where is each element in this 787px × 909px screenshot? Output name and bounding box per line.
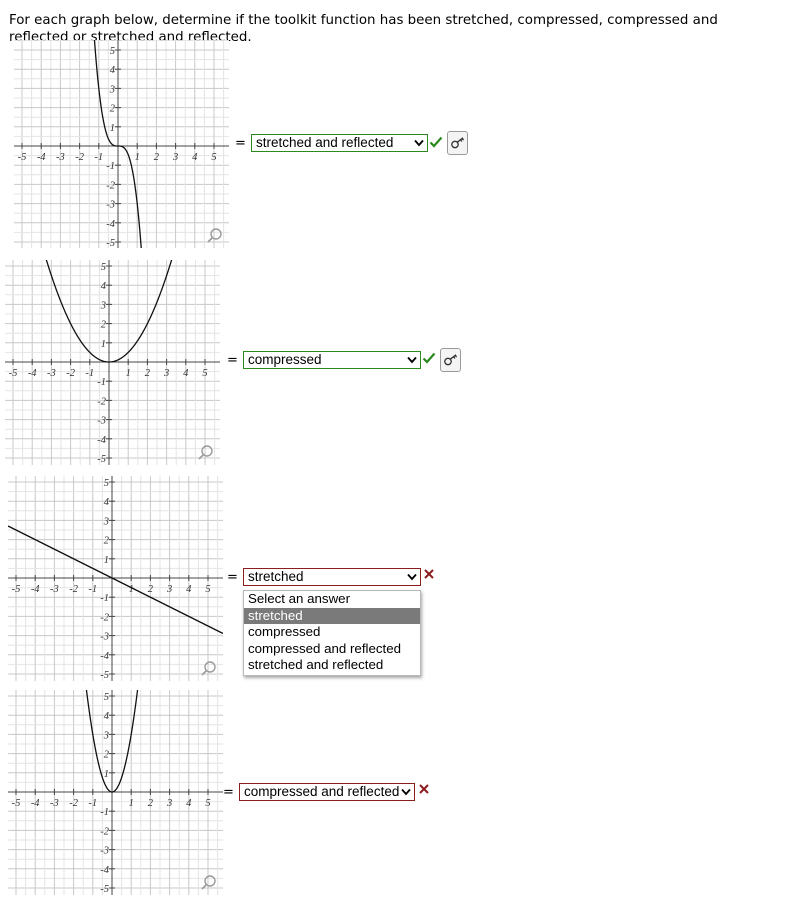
- y-tick-label: 5: [109, 46, 115, 57]
- y-tick-label: -3: [100, 631, 109, 643]
- graph-1-canvas: [14, 40, 229, 248]
- x-tick-label: 1: [128, 584, 134, 595]
- graph-1: [14, 40, 229, 248]
- checkmark-icon: [429, 136, 443, 148]
- graph-2: [5, 260, 220, 465]
- answer-select-4-value: compressed and reflected: [244, 784, 400, 799]
- y-tick-label: 3: [103, 730, 109, 742]
- x-tick-label: 5: [211, 152, 217, 163]
- graph-4-canvas: [8, 690, 223, 895]
- x-tick-label: -2: [69, 798, 78, 809]
- y-tick-label: 2: [103, 749, 109, 761]
- y-tick-label: 2: [109, 103, 115, 115]
- y-tick-label: -5: [100, 670, 109, 681]
- x-tick-label: -5: [11, 584, 21, 595]
- equals-sign: =: [227, 353, 238, 368]
- graph-2-canvas: [5, 260, 220, 465]
- y-tick-label: 4: [109, 65, 115, 77]
- x-tick-label: 1: [134, 152, 140, 163]
- x-tick-label: 5: [202, 368, 208, 379]
- x-tick-label: 1: [125, 368, 131, 379]
- y-tick-label: -2: [100, 612, 109, 624]
- x-tick-label: -2: [69, 584, 78, 595]
- y-tick-label: 4: [100, 281, 106, 293]
- chevron-down-icon: [401, 788, 411, 796]
- x-tick-label: -5: [11, 798, 21, 809]
- y-tick-label: -3: [106, 199, 115, 211]
- y-tick-label: 5: [103, 692, 109, 703]
- x-tick-label: 1: [128, 798, 134, 809]
- y-tick-label: -4: [100, 864, 109, 876]
- y-tick-label: 3: [100, 300, 106, 312]
- x-mark-icon: [423, 568, 435, 580]
- y-tick-label: -1: [106, 161, 115, 173]
- y-tick-label: 3: [109, 84, 115, 96]
- x-tick-label: 3: [166, 798, 173, 809]
- answer-select-2[interactable]: [243, 351, 421, 369]
- dropdown-option[interactable]: stretched and reflected: [248, 657, 384, 673]
- y-tick-label: -3: [97, 415, 106, 427]
- y-tick-label: 1: [103, 768, 109, 780]
- x-tick-label: -1: [85, 368, 95, 379]
- answer-select-3-value: stretched: [248, 569, 304, 584]
- y-tick-label: -4: [97, 434, 106, 446]
- x-tick-label: -4: [30, 798, 40, 809]
- y-tick-label: 5: [100, 262, 106, 273]
- y-tick-label: 1: [100, 338, 106, 350]
- x-tick-label: -2: [75, 152, 84, 163]
- x-tick-label: 4: [183, 368, 189, 379]
- y-tick-label: -4: [100, 650, 109, 662]
- chevron-down-icon: [407, 356, 417, 364]
- x-tick-label: 3: [172, 152, 179, 163]
- y-tick-label: -5: [97, 454, 106, 465]
- y-tick-label: 2: [103, 535, 109, 547]
- equals-sign: =: [223, 785, 234, 800]
- show-answer-key-button-2[interactable]: [440, 348, 461, 372]
- dropdown-option[interactable]: compressed and reflected: [248, 640, 401, 656]
- graph-3-canvas: [8, 476, 223, 681]
- chevron-down-icon: [414, 139, 424, 147]
- answer-select-4[interactable]: [239, 783, 415, 801]
- function-curve: [8, 526, 223, 634]
- answer-select-1[interactable]: [251, 134, 428, 152]
- x-tick-label: -5: [8, 368, 18, 379]
- checkmark-icon: [422, 352, 436, 364]
- x-tick-label: -3: [50, 798, 59, 809]
- x-tick-label: -1: [94, 152, 104, 163]
- y-tick-label: -5: [100, 884, 109, 895]
- y-tick-label: 5: [103, 478, 109, 489]
- x-mark-icon: [418, 783, 430, 795]
- x-tick-label: -5: [17, 152, 27, 163]
- x-tick-label: -4: [36, 152, 46, 163]
- x-tick-label: -2: [66, 368, 75, 379]
- y-tick-label: 1: [109, 122, 115, 134]
- answer-select-3[interactable]: [243, 568, 421, 586]
- x-tick-label: 4: [192, 152, 198, 163]
- y-tick-label: -2: [106, 180, 115, 192]
- x-tick-label: -1: [88, 584, 98, 595]
- y-tick-label: 4: [103, 497, 109, 509]
- y-tick-label: 4: [103, 711, 109, 723]
- x-tick-label: -4: [30, 584, 40, 595]
- x-tick-label: 3: [163, 368, 170, 379]
- y-tick-label: -1: [100, 807, 109, 819]
- x-tick-label: 2: [153, 152, 160, 163]
- x-tick-label: 4: [186, 798, 192, 809]
- graph-3: [8, 476, 223, 681]
- y-tick-label: 2: [100, 319, 106, 331]
- chevron-down-icon: [407, 573, 417, 581]
- y-tick-label: -1: [97, 377, 106, 389]
- dropdown-option[interactable]: Select an answer: [248, 591, 350, 606]
- x-tick-label: 2: [147, 584, 154, 595]
- x-tick-label: 5: [205, 798, 211, 809]
- x-tick-label: 2: [147, 798, 154, 809]
- y-tick-label: -1: [100, 593, 109, 605]
- y-tick-label: -5: [106, 238, 115, 248]
- y-tick-label: 3: [103, 516, 109, 528]
- key-icon: [451, 137, 465, 149]
- y-tick-label: -4: [106, 218, 115, 230]
- x-tick-label: -3: [47, 368, 56, 379]
- dropdown-option-highlighted[interactable]: stretched: [244, 608, 420, 625]
- dropdown-option[interactable]: compressed: [248, 624, 321, 640]
- x-tick-label: -1: [88, 798, 98, 809]
- x-tick-label: -3: [50, 584, 59, 595]
- answer-select-2-value: compressed: [248, 352, 322, 367]
- x-tick-label: 3: [166, 584, 173, 595]
- graph-4: [8, 690, 223, 895]
- answer-select-1-value: stretched and reflected: [256, 135, 394, 150]
- x-tick-label: 2: [144, 368, 151, 379]
- answer-dropdown-list: [243, 590, 421, 676]
- key-icon: [444, 354, 458, 366]
- x-tick-label: 4: [186, 584, 192, 595]
- y-tick-label: 1: [103, 554, 109, 566]
- x-tick-label: -3: [56, 152, 65, 163]
- x-tick-label: -4: [27, 368, 37, 379]
- equals-sign: =: [227, 570, 238, 585]
- show-answer-key-button-1[interactable]: [447, 131, 468, 155]
- y-tick-label: -2: [97, 396, 106, 408]
- x-tick-label: 5: [205, 584, 211, 595]
- question-prompt: For each graph below, determine if the toolkit function has been stretched, compressed, compressed and reflected or stretched and reflected.: [9, 13, 718, 45]
- equals-sign: =: [235, 136, 246, 151]
- y-tick-label: -3: [100, 845, 109, 857]
- y-tick-label: -2: [100, 826, 109, 838]
